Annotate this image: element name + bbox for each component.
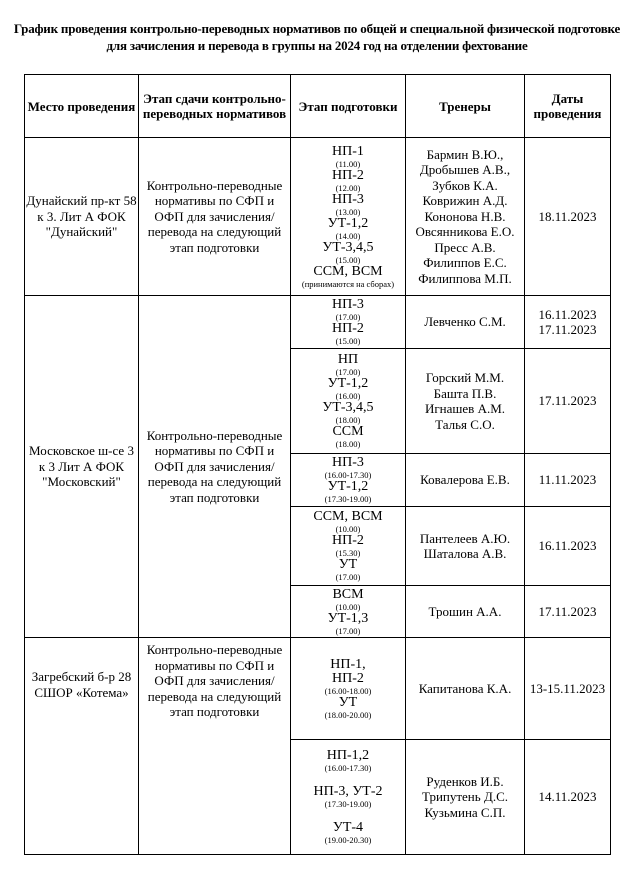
date-value: 16.11.2023 <box>538 538 597 554</box>
training-stage: НП-3, УТ-2 <box>313 784 383 799</box>
coaches-cell <box>406 349 525 454</box>
coach-name: Пантелеев А.Ю. <box>419 530 511 546</box>
exam-stage-cell <box>139 296 291 638</box>
venue-place-cell <box>25 296 139 638</box>
dates-cell <box>525 296 611 349</box>
header-exam-stage: Этап сдачи контрольно-переводных нормативов <box>139 75 291 138</box>
date-value: 16.11.2023 <box>538 306 597 322</box>
stage-time: (11.00) <box>335 158 361 169</box>
training-stage: НП-3 <box>332 455 364 470</box>
training-stages-cell <box>291 138 406 296</box>
coach-name: Коврижин А.Д. <box>422 193 508 209</box>
date-value: 17.11.2023 <box>538 603 597 619</box>
coach-name: Капитанова К.А. <box>418 680 512 696</box>
stage-time: (15.00) <box>335 336 361 346</box>
header-row <box>25 75 611 138</box>
venue-place-cell <box>25 138 139 296</box>
stage-time: (17.00) <box>335 572 361 582</box>
coaches-cell <box>406 454 525 507</box>
exam-stage-cell <box>139 638 291 855</box>
dates-cell <box>525 740 611 855</box>
training-stage: УТ <box>338 557 358 572</box>
table-row <box>25 296 611 349</box>
schedule-table <box>24 74 611 855</box>
training-stage: ССМ, ВСМ <box>313 263 383 279</box>
training-stages-cell <box>291 638 406 740</box>
date-value: 18.11.2023 <box>538 208 597 224</box>
coaches-cell <box>406 740 525 855</box>
training-stage: УТ-1,2 <box>327 215 369 231</box>
stage-time: (16.00-17.30) <box>324 763 372 773</box>
training-stage: ССМ, ВСМ <box>313 509 383 524</box>
stage-time: (16.00-18.00) <box>324 685 372 696</box>
training-stage: ВСМ <box>332 586 364 602</box>
training-stage: НП-1 <box>332 143 364 159</box>
header-coaches: Тренеры <box>406 75 525 138</box>
coach-name: Талья С.О. <box>435 416 495 432</box>
exam-stage-text: Контрольно-переводные нормативы по СФП и ОФП для зачисления/перевода на следующий этап подготовки <box>146 177 283 255</box>
coach-name: Зубков К.А. <box>432 177 498 193</box>
coach-name: Дробышев А.В., <box>419 162 511 178</box>
coach-name: Горский М.М. <box>425 370 505 385</box>
dates-cell <box>525 586 611 638</box>
training-stage: НП-2 <box>332 321 364 336</box>
training-stage: НП-3 <box>332 191 364 207</box>
schedule-body <box>25 138 611 855</box>
training-stage: УТ-3,4,5 <box>322 239 374 255</box>
training-stages-cell <box>291 454 406 507</box>
stage-time: (16.00) <box>335 391 361 401</box>
coaches-cell <box>406 296 525 349</box>
venue-place: Московское ш-се 3 к 3 Лит А ФОК "Московский" <box>29 443 134 490</box>
training-stage: НП-2 <box>332 167 364 183</box>
training-stage: УТ-4 <box>332 820 364 835</box>
coaches-cell <box>406 507 525 586</box>
stage-time: (15.30) <box>335 548 361 558</box>
header-dates: Даты проведения <box>525 75 611 138</box>
table-row <box>25 638 611 740</box>
coach-name: Левченко С.М. <box>424 314 506 330</box>
document-title: График проведения контрольно-переводных нормативов по общей и специальной физической подготовке для зачисления и перевода в группы на 2024 год на отделении фехтование <box>13 21 621 53</box>
header-training-stage: Этап подготовки <box>291 75 406 138</box>
coach-name: Трипутень Д.С. <box>422 789 508 805</box>
coaches-cell <box>406 586 525 638</box>
stage-time: (17.00) <box>335 367 361 377</box>
coach-name: Кононова Н.В. <box>424 208 506 224</box>
coach-name: Руденков И.Б. <box>426 773 504 789</box>
exam-stage-text: Контрольно-переводные нормативы по СФП и ОФП для зачисления/перевода на следующий этап подготовки <box>146 642 283 719</box>
exam-stage-text: Контрольно-переводные нормативы по СФП и ОФП для зачисления/перевода на следующий этап подготовки <box>146 427 283 505</box>
date-value: 11.11.2023 <box>538 472 597 488</box>
coach-name: Бармин В.Ю., <box>426 146 504 162</box>
stage-time: (18.00) <box>335 439 361 449</box>
exam-stage-cell <box>139 138 291 296</box>
training-stage: НП-1, <box>330 656 366 672</box>
coach-name: Игнашев А.М. <box>424 401 506 416</box>
coach-name: Трошин А.А. <box>428 603 502 619</box>
training-stages-cell <box>291 507 406 586</box>
venue-place: Загребский б-р 28 СШОР «Котема» <box>31 669 132 700</box>
stage-time: (17.00) <box>335 625 361 636</box>
stage-time: (17.30-19.00) <box>324 799 372 809</box>
training-stage: УТ-1,2 <box>327 479 369 494</box>
training-stage: УТ <box>338 694 358 710</box>
venue-place: Дунайский пр-кт 58 к 3. Лит А ФОК "Дунайский" <box>26 193 137 240</box>
dates-cell <box>525 454 611 507</box>
coach-name: Филиппов Е.С. <box>423 255 507 271</box>
training-stages-cell <box>291 586 406 638</box>
coach-name: Пресс А.В. <box>434 239 496 255</box>
coach-name: Кузьмина С.П. <box>424 804 506 820</box>
coaches-cell <box>406 638 525 740</box>
stage-time: (17.00) <box>335 312 361 322</box>
date-value: 14.11.2023 <box>538 789 597 805</box>
date-value: 17.11.2023 <box>538 393 597 409</box>
stage-time: (10.00) <box>335 524 361 534</box>
stage-time: (18.00) <box>335 415 361 425</box>
training-stages-cell <box>291 740 406 855</box>
dates-cell <box>525 349 611 454</box>
table-row <box>25 138 611 296</box>
coaches-cell <box>406 138 525 296</box>
stage-time: (18.00-20.00) <box>324 709 372 720</box>
training-stage: НП-3 <box>332 297 364 312</box>
stage-time: (14.00) <box>335 230 361 241</box>
training-stage: УТ-3,4,5 <box>322 400 374 415</box>
training-stage: НП <box>337 352 359 367</box>
training-stage: НП-2 <box>332 533 364 548</box>
training-stage: НП-1,2 <box>326 748 370 763</box>
stage-time: (19.00-20.30) <box>324 835 372 845</box>
date-value: 17.11.2023 <box>538 322 597 337</box>
stage-time: (17.30-19.00) <box>324 494 372 504</box>
stage-time: (16.00-17.30) <box>324 470 372 480</box>
dates-cell <box>525 638 611 740</box>
coach-name: Шаталова А.В. <box>423 546 507 561</box>
venue-place-cell <box>25 638 139 855</box>
dates-cell <box>525 138 611 296</box>
training-stages-cell <box>291 296 406 349</box>
stage-time: (10.00) <box>335 601 361 612</box>
training-stage: УТ-1,3 <box>327 610 369 626</box>
dates-cell <box>525 507 611 586</box>
coach-name: Филиппова М.П. <box>418 270 512 286</box>
coach-name: Башта П.В. <box>433 385 497 401</box>
training-stage: ССМ <box>332 424 364 439</box>
stage-time: (15.00) <box>335 254 361 265</box>
training-stages-cell <box>291 349 406 454</box>
stage-time: (12.00) <box>335 182 361 193</box>
coach-name: Ковалерова Е.В. <box>420 472 510 488</box>
date-value: 13-15.11.2023 <box>529 680 606 696</box>
stage-time: (13.00) <box>335 206 361 217</box>
coach-name: Овсянникова Е.О. <box>415 224 515 240</box>
training-stage: НП-2 <box>332 670 364 686</box>
training-stage: УТ-1,2 <box>327 376 369 391</box>
stage-time: (принимаются на сборах) <box>301 278 395 289</box>
header-place: Место проведения <box>25 75 139 138</box>
